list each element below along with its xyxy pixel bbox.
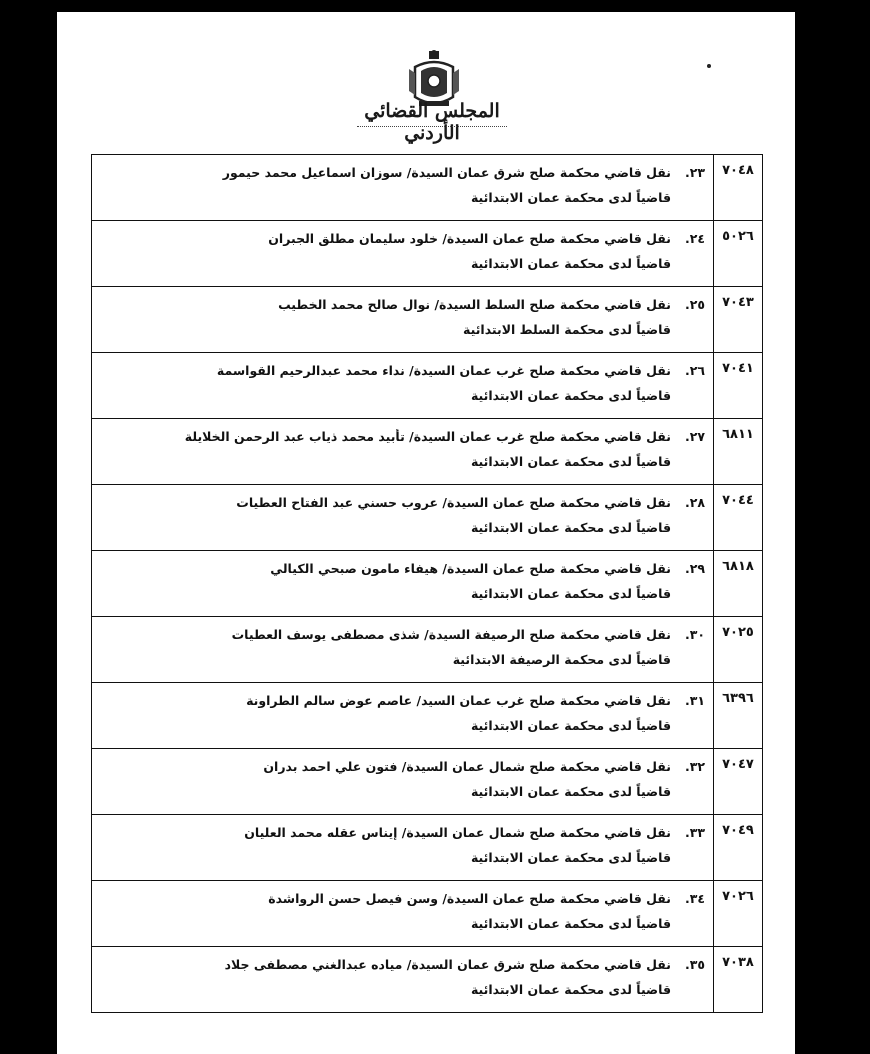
entry-number: ٣٣.	[684, 824, 705, 840]
entry-number: ٣٥.	[684, 956, 705, 972]
appointment-text: قاضياً لدى محكمة عمان الابتدائية	[470, 388, 671, 403]
table-row	[92, 551, 763, 617]
judge-code: ٧٠٤١	[714, 353, 763, 419]
table-row	[92, 947, 763, 1013]
appointment-text: قاضياً لدى محكمة عمان الابتدائية	[470, 190, 671, 205]
judge-code: ٧٠٢٦	[714, 881, 763, 947]
judge-code: ٦٨١١	[714, 419, 763, 485]
transfer-text: نقل قاضي محكمة صلح غرب عمان السيدة/ نداء محمد عبدالرحيم القواسمة	[216, 362, 671, 378]
entry-number: ٢٥.	[684, 296, 705, 312]
judge-code: ٧٠٢٥	[714, 617, 763, 683]
transfer-text: نقل قاضي محكمة صلح السلط السيدة/ نوال صالح محمد الخطيب	[278, 296, 671, 312]
transfer-text: نقل قاضي محكمة صلح شمال عمان السيدة/ إيناس عقله محمد العليان	[244, 824, 671, 840]
transfer-text: نقل قاضي محكمة صلح الرصيفة السيدة/ شذى مصطفى يوسف العطيات	[231, 626, 671, 642]
entry-number: ٢٣.	[684, 164, 705, 180]
entry-line	[92, 155, 713, 184]
judge-code: ٦٨١٨	[714, 551, 763, 617]
entry-cell	[92, 815, 714, 881]
appointment-text: قاضياً لدى محكمة عمان الابتدائية	[470, 520, 671, 535]
appointment-text: قاضياً لدى محكمة عمان الابتدائية	[470, 256, 671, 271]
entry-line	[92, 815, 713, 844]
transfer-text: نقل قاضي محكمة صلح عمان السيدة/ خلود سليمان مطلق الجبران	[268, 230, 671, 246]
entry-cell	[92, 221, 714, 287]
appointment-text: قاضياً لدى محكمة عمان الابتدائية	[470, 916, 671, 931]
table-row	[92, 485, 763, 551]
table-row	[92, 353, 763, 419]
transfer-text: نقل قاضي محكمة صلح عمان السيدة/ عروب حسني عبد الفتاح العطيات	[236, 494, 671, 510]
entry-number: ٢٧.	[684, 428, 705, 444]
entry-cell	[92, 881, 714, 947]
council-underline	[357, 126, 507, 127]
entry-line	[92, 881, 713, 910]
judge-code: ٧٠٤٣	[714, 287, 763, 353]
appointment-text: قاضياً لدى محكمة عمان الابتدائية	[470, 454, 671, 469]
judge-code: ٧٠٤٧	[714, 749, 763, 815]
table-row	[92, 881, 763, 947]
judge-code: ٧٠٤٤	[714, 485, 763, 551]
transfer-text: نقل قاضي محكمة صلح عمان السيدة/ هيفاء مامون صبحي الكيالي	[270, 560, 671, 576]
appointment-text: قاضياً لدى محكمة عمان الابتدائية	[470, 586, 671, 601]
table-row	[92, 617, 763, 683]
document-page	[57, 12, 795, 1054]
judge-code: ٧٠٤٩	[714, 815, 763, 881]
table-row	[92, 815, 763, 881]
table-row	[92, 419, 763, 485]
transfer-text: نقل قاضي محكمة صلح شرق عمان السيدة/ مياده عبدالغني مصطفى جلاد	[224, 956, 671, 972]
judge-code: ٦٣٩٦	[714, 683, 763, 749]
appointment-text: قاضياً لدى محكمة عمان الابتدائية	[470, 850, 671, 865]
table-row	[92, 155, 763, 221]
table-row	[92, 287, 763, 353]
entry-cell	[92, 947, 714, 1013]
appointment-text: قاضياً لدى محكمة السلط الابتدائية	[463, 322, 671, 337]
entry-number: ٢٤.	[684, 230, 705, 246]
transfer-text: نقل قاضي محكمة صلح شمال عمان السيدة/ فتون علي احمد بدران	[263, 758, 671, 774]
entry-line	[92, 749, 713, 778]
entry-line	[92, 485, 713, 514]
entry-line	[92, 287, 713, 316]
entry-number: ٣٤.	[684, 890, 705, 906]
entry-number: ٣٠.	[684, 626, 705, 642]
entry-cell	[92, 683, 714, 749]
transfer-text: نقل قاضي محكمة صلح غرب عمان السيدة/ تأبيد محمد ذياب عبد الرحمن الخلايلة	[184, 428, 671, 444]
entry-number: ٢٩.	[684, 560, 705, 576]
table-row	[92, 749, 763, 815]
entry-line	[92, 683, 713, 712]
transfer-text: نقل قاضي محكمة صلح شرق عمان السيدة/ سوزان اسماعيل محمد حيمور	[222, 164, 671, 180]
entry-line	[92, 947, 713, 976]
judge-code: ٧٠٤٨	[714, 155, 763, 221]
entry-number: ٣٢.	[684, 758, 705, 774]
table-row	[92, 683, 763, 749]
entry-number: ٢٨.	[684, 494, 705, 510]
appointment-text: قاضياً لدى محكمة عمان الابتدائية	[470, 718, 671, 733]
transfer-text: نقل قاضي محكمة صلح غرب عمان السيد/ عاصم عوض سالم الطراونة	[246, 692, 671, 708]
entry-cell	[92, 551, 714, 617]
appointment-text: قاضياً لدى محكمة عمان الابتدائية	[470, 982, 671, 997]
transfer-text: نقل قاضي محكمة صلح عمان السيدة/ وسن فيصل حسن الرواشدة	[268, 890, 671, 906]
stray-dot	[707, 64, 711, 68]
entry-number: ٣١.	[684, 692, 705, 708]
transfer-table	[91, 154, 763, 1013]
entry-line	[92, 353, 713, 382]
council-name: المجلس القضائي الأردني	[364, 100, 500, 144]
judge-code: ٥٠٢٦	[714, 221, 763, 287]
entry-cell	[92, 749, 714, 815]
entry-line	[92, 551, 713, 580]
entry-number: ٢٦.	[684, 362, 705, 378]
appointment-text: قاضياً لدى محكمة الرصيفة الابتدائية	[452, 652, 671, 667]
judge-code: ٧٠٣٨	[714, 947, 763, 1013]
entry-line	[92, 221, 713, 250]
entry-cell	[92, 155, 714, 221]
entry-line	[92, 419, 713, 448]
entry-cell	[92, 419, 714, 485]
entry-cell	[92, 485, 714, 551]
entry-cell	[92, 617, 714, 683]
table-row	[92, 221, 763, 287]
appointment-text: قاضياً لدى محكمة عمان الابتدائية	[470, 784, 671, 799]
entry-line	[92, 617, 713, 646]
entry-cell	[92, 287, 714, 353]
entry-cell	[92, 353, 714, 419]
